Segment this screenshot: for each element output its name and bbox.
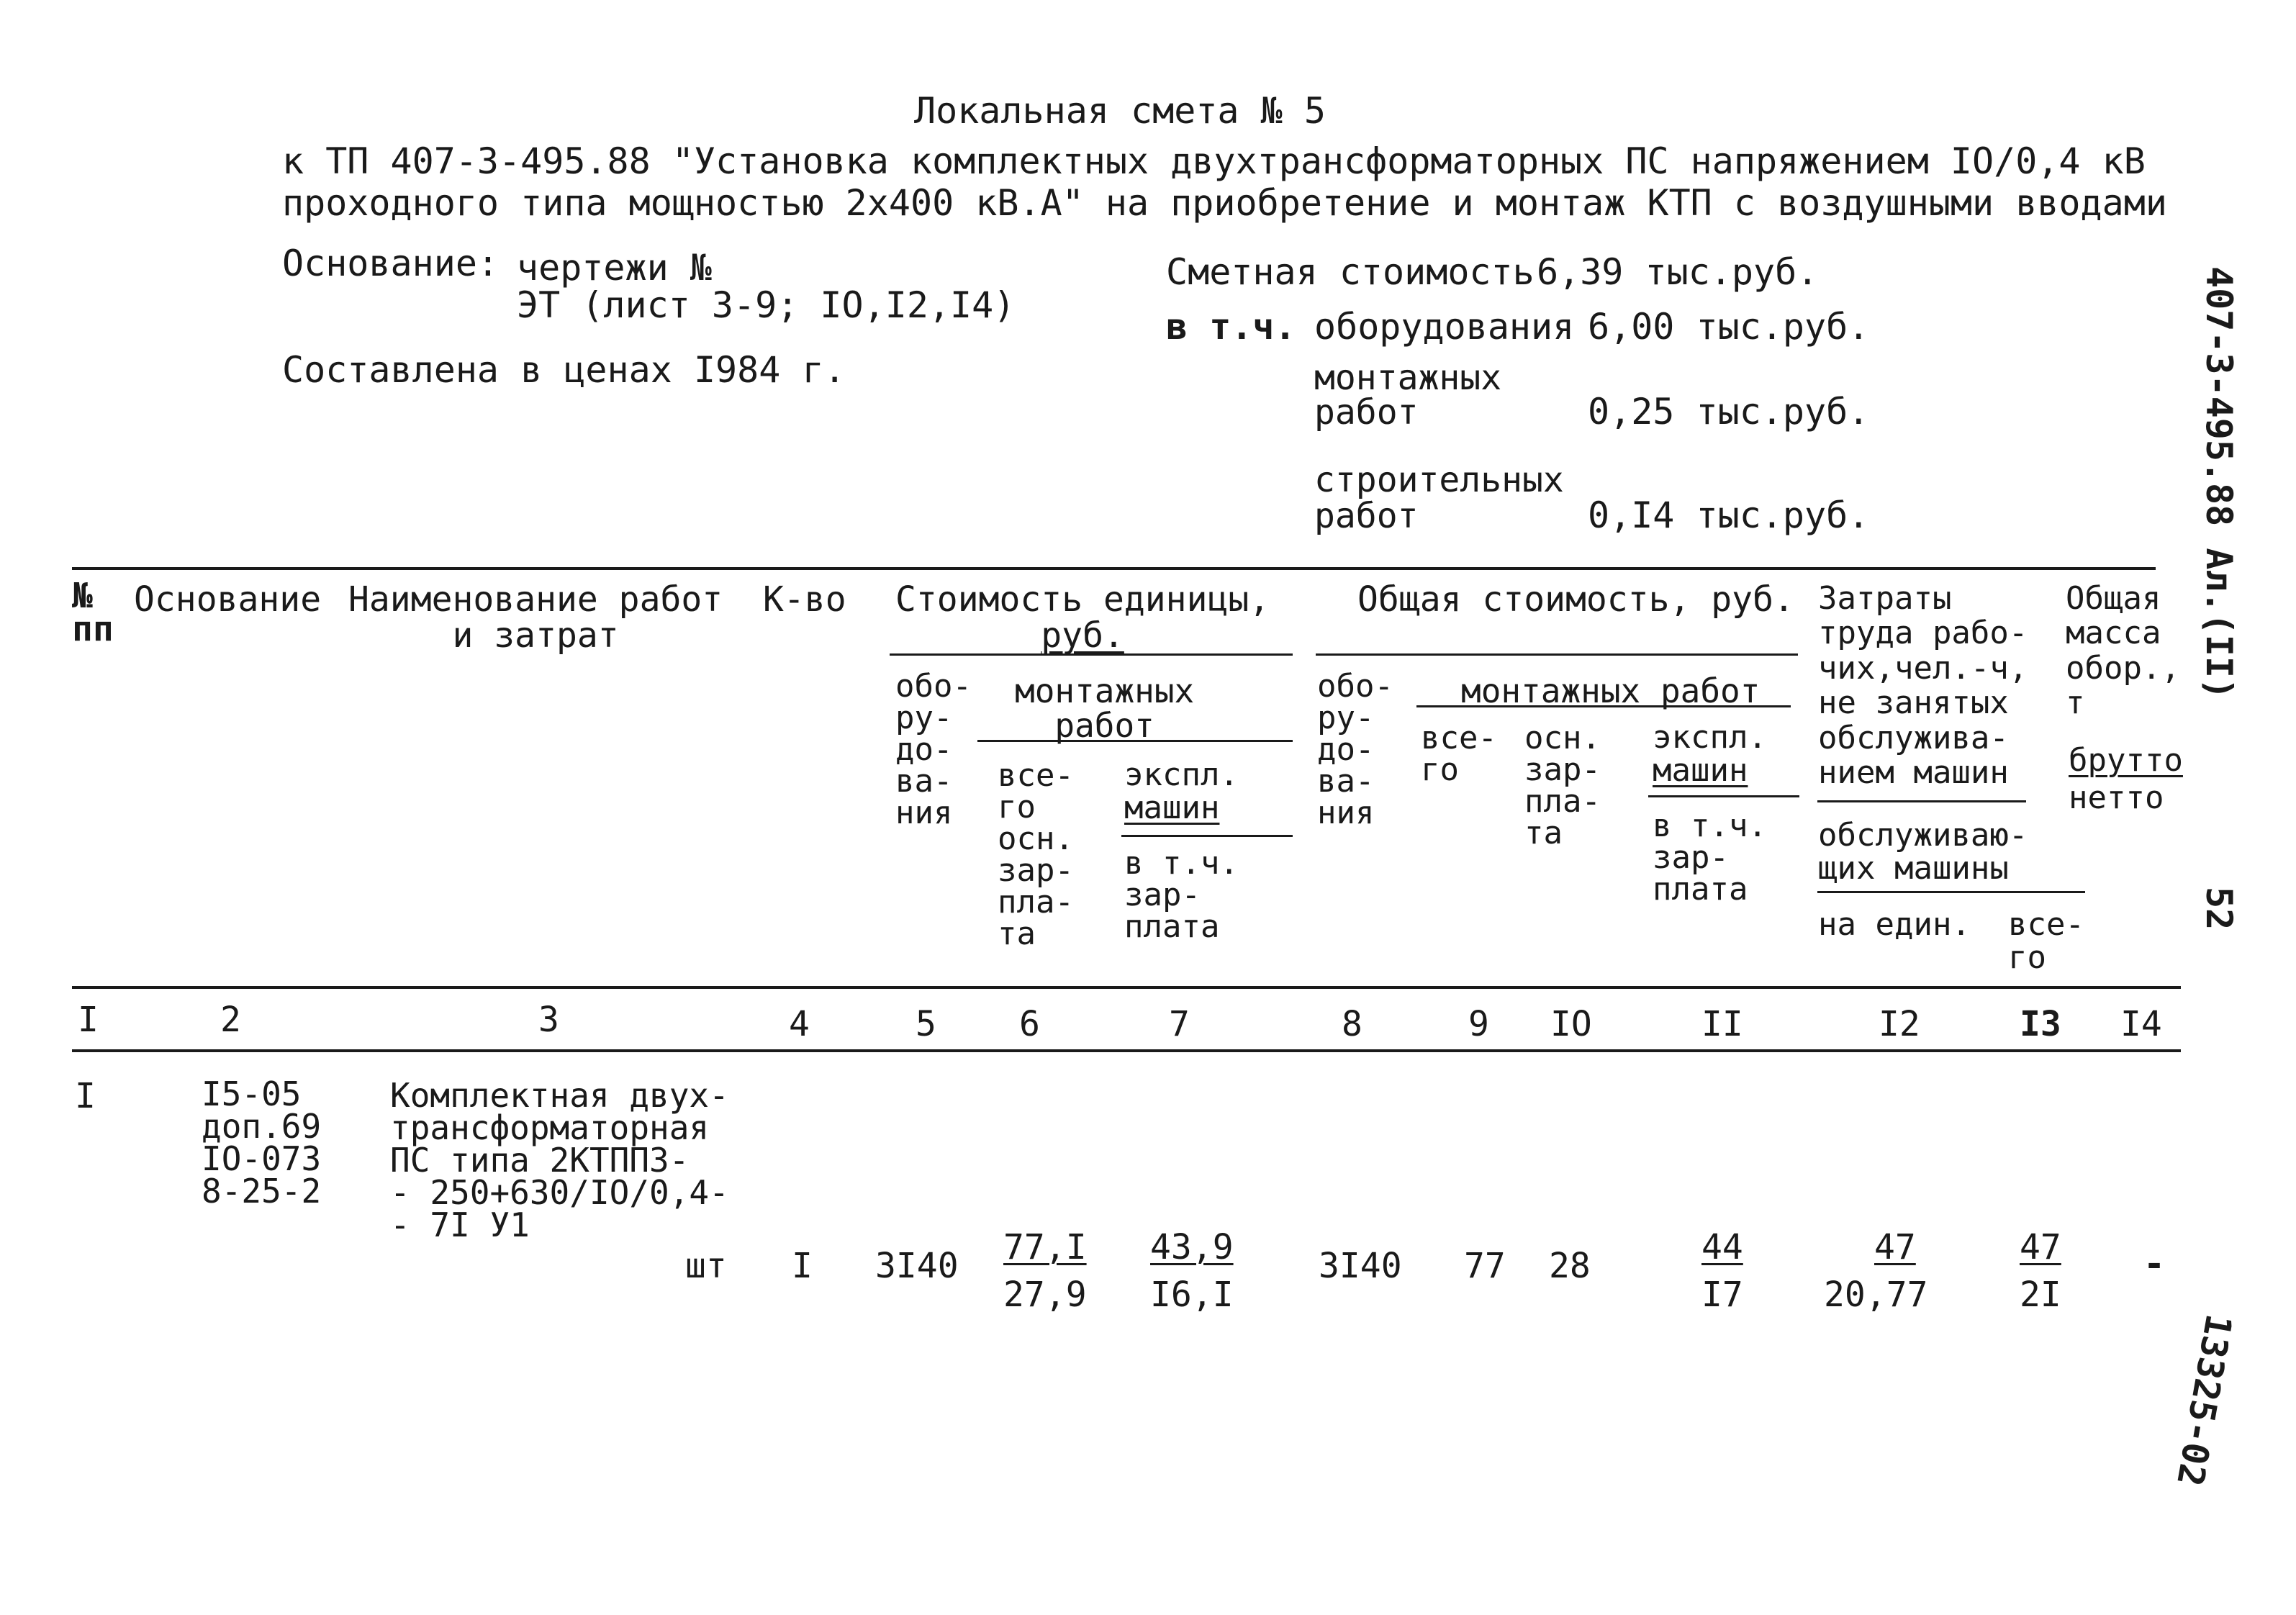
row-unit-machines: 43,9 [1150, 1227, 1234, 1267]
header-labor-machines: обслуживаю- щих машины [1818, 817, 2028, 887]
row-total-machines-wage: I7 [1701, 1275, 1743, 1315]
labor-rule-2 [1817, 891, 2085, 893]
construct-value: 0,I4 тыс.руб. [1588, 494, 1870, 536]
header-unit-install: монтажных работ [1015, 671, 1195, 746]
row-total-wage: 28 [1549, 1246, 1591, 1286]
row-name: Комплектная двух- трансформаторная ПС типа 2КТПП3- - 250+630/IO/0,4- - 7I У1 [390, 1076, 729, 1245]
column-number: I2 [1879, 1004, 1920, 1044]
install-label-2: работ [1314, 392, 1419, 433]
total-mach-rule [1648, 795, 1799, 797]
row-unit-equipment: 3I40 [875, 1246, 959, 1286]
column-number: 7 [1169, 1004, 1190, 1044]
row-qty: I [792, 1246, 813, 1286]
column-number: 5 [916, 1004, 936, 1044]
row-mass: - [2143, 1243, 2166, 1285]
unit-mach-rule [1121, 835, 1293, 837]
basis-drawings-line-2: ЭТ (лист 3-9; IO,I2,I4) [517, 284, 1016, 326]
header-total-equipment: обо- ру- до- ва- ния [1317, 668, 1393, 831]
row-unit-install-total: 77,I [1003, 1227, 1087, 1267]
header-labor-total: все- го [2008, 906, 2084, 977]
table-top-rule [72, 567, 2156, 570]
row-labor-total-bottom: 2I [2020, 1275, 2061, 1315]
basis-drawings-line-1: чертежи № [517, 247, 712, 289]
header-labor: Затраты труда рабо- чих,чел.-ч, не занятых обслужива- нием машин [1818, 580, 2028, 791]
document-subtitle-line-2: проходного типа мощностью 2х400 кВ.А" на приобретение и монтаж КТП с воздушными вводами [282, 182, 2167, 224]
side-document-code: 407-3-495.88 Ал.(II) [2198, 266, 2240, 700]
header-no: № пп [72, 576, 114, 649]
row-labor-unit-top: 47 [1874, 1227, 1916, 1267]
column-number: 6 [1019, 1004, 1040, 1044]
header-unit-equipment: обо- ру- до- ва- ния [895, 668, 972, 831]
side-page-number: 52 [2198, 887, 2240, 931]
row-unit-machines-wage: I6,I [1150, 1275, 1234, 1315]
prices-note: Составлена в ценах I984 г. [282, 349, 846, 391]
header-unit-machines-wage: в т.ч. зар- плата [1124, 845, 1239, 945]
row-total-install: 77 [1464, 1246, 1506, 1286]
header-mass: Общая масса обор., т [2066, 580, 2180, 722]
header-qty: К-во [763, 579, 846, 620]
header-labor-unit: на един. [1818, 906, 1971, 943]
header-total-install-all: все- го [1421, 720, 1497, 788]
header-unit-install-total: все- го осн. зар- пла- та [998, 757, 1074, 952]
column-number: I4 [2120, 1004, 2162, 1044]
equipment-value: 6,00 тыс.руб. [1588, 306, 1870, 348]
row-labor-total-top: 47 [2020, 1227, 2061, 1267]
row-total-machines: 44 [1701, 1227, 1743, 1267]
header-basis: Основание [134, 579, 322, 620]
document-title: Локальная смета № 5 [914, 90, 1326, 132]
column-number: 8 [1342, 1004, 1362, 1044]
document-subtitle-line-1: к ТП 407-3-495.88 "Установка комплектных двухтрансформаторных ПС напряжением IO/0,4 кВ [282, 140, 2146, 182]
header-mass-gross: брутто [2069, 742, 2183, 779]
header-mass-net: нетто [2069, 779, 2164, 816]
install-value: 0,25 тыс.руб. [1588, 391, 1870, 433]
column-number: I [78, 1000, 99, 1040]
equipment-label: оборудования [1314, 306, 1575, 348]
including-label: в т.ч. [1166, 306, 1296, 348]
column-number: 4 [789, 1004, 810, 1044]
header-bottom-rule [72, 986, 2181, 989]
row-unit: шт [685, 1246, 727, 1286]
header-total-machines: экспл. машин [1653, 719, 1767, 790]
total-cost-rule [1316, 653, 1798, 656]
header-total-install: монтажных работ [1461, 671, 1761, 710]
construct-label-1: строительных [1314, 460, 1564, 500]
side-stamp: 13325-02 [2169, 1311, 2240, 1490]
column-number: 2 [220, 1000, 241, 1040]
row-basis: I5-05 доп.69 IO-073 8-25-2 [202, 1075, 322, 1211]
header-unit-machines: экспл. машин [1124, 756, 1239, 827]
basis-label: Основание: [282, 243, 500, 284]
labor-rule-1 [1817, 800, 2026, 802]
install-label-1: монтажных [1314, 358, 1502, 398]
header-total-cost: Общая стоимость, руб. [1357, 579, 1794, 620]
construct-label-2: работ [1314, 496, 1419, 536]
header-total-machines-wage: в т.ч. зар- плата [1653, 808, 1767, 908]
row-no: I [75, 1076, 96, 1116]
column-number: I3 [2020, 1004, 2061, 1044]
column-number: 3 [538, 1000, 559, 1040]
row-total-equipment: 3I40 [1319, 1246, 1402, 1286]
total-cost-value: 6,39 тыс.руб. [1537, 251, 1819, 293]
column-number: 9 [1468, 1004, 1489, 1044]
row-labor-unit-bottom: 20,77 [1824, 1275, 1928, 1315]
header-name: Наименование работ и затрат [348, 579, 723, 656]
header-total-install-wage: осн. зар- пла- та [1524, 720, 1601, 851]
column-number: II [1701, 1004, 1743, 1044]
header-unit-cost: Стоимость единицы, руб. [895, 579, 1270, 656]
column-numbers-rule [72, 1049, 2181, 1052]
row-unit-install-wage: 27,9 [1003, 1275, 1087, 1315]
column-number: IO [1550, 1004, 1592, 1044]
total-cost-label: Сметная стоимость [1166, 251, 1535, 293]
